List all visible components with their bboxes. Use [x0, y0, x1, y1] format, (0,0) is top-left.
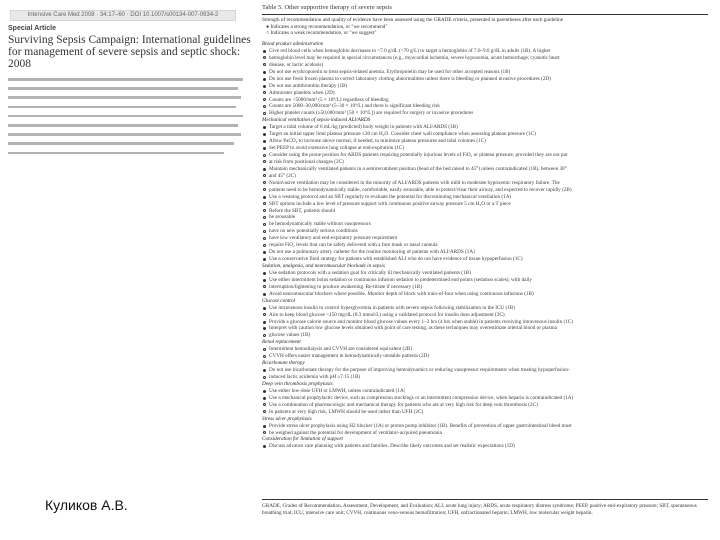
table-row-text: In patients at very high risk, LMWH should be used rather than UFH (2C)	[269, 408, 424, 415]
presenter-name: Куликов А.В.	[45, 497, 128, 513]
table-row	[262, 214, 708, 221]
weak-recommendation-icon	[263, 223, 266, 226]
table-section-heading: Blood product administration	[262, 41, 324, 47]
table-row-text: SBT options include a low level of pressure support with continuous positive airway pressure 5 cm H₂O or a T piece	[269, 200, 511, 207]
table-row	[262, 416, 708, 423]
section-label: Special Article	[8, 25, 56, 32]
weak-recommendation-icon	[263, 98, 266, 101]
weak-recommendation-icon	[263, 188, 266, 191]
table-row-text: Do not use erythropoietin to treat sepsis-related anemia. Erythropoietin may be used for other accepted reasons (1B)	[269, 68, 511, 75]
table-row	[262, 319, 708, 326]
strong-recommendation-icon	[263, 258, 266, 261]
table-row	[262, 41, 708, 48]
table-row	[262, 430, 708, 437]
table-row	[262, 187, 708, 194]
table-row-text: glucose values (1B)	[269, 332, 311, 339]
table-row	[262, 124, 708, 131]
strong-recommendation-icon	[263, 425, 266, 428]
table-page	[262, 0, 710, 540]
table-row-text: Consider using the prone position for ARDS patients requiring potentially injurious levels of FiO₂ or plateau pressure, provided they are not put	[269, 152, 568, 158]
table-row-text: have no new potentially serious conditions	[269, 228, 358, 235]
table-row	[262, 55, 708, 62]
strong-recommendation-icon	[263, 140, 266, 143]
table-row	[262, 110, 708, 117]
weak-recommendation-icon	[263, 202, 266, 205]
table-row-text: Discuss advance care planning with patients and families. Describe likely outcomes and set realistic expectations (1D)	[269, 443, 515, 450]
intro-line: Strength of recommendation and quality of evidence have been assessed using the GRADE criteria, presented in parentheses after each guideline	[262, 17, 564, 23]
table-row	[262, 76, 708, 83]
table-section-heading: Consideration for limitation of support	[262, 436, 343, 443]
strong-recommendation-icon	[263, 50, 266, 53]
author-line	[8, 78, 243, 81]
table-row-text: Use a conservative fluid strategy for patients with established ALI who do not have evidence of tissue hypoperfusion (1C)	[269, 256, 523, 263]
table-row-text: Use sedation protocols with a sedation goal for critically ill mechanically ventilated patients (1B)	[269, 269, 471, 276]
table-row	[262, 256, 708, 263]
table-row-text: Use intravenous insulin to control hyperglycemia in patients with severe sepsis following stabilization in the ICU (1B)	[269, 304, 515, 311]
table-row	[262, 48, 708, 55]
table-row-text: disease, or lactic acidosis)	[269, 61, 324, 68]
table-row	[262, 152, 708, 159]
table-row	[262, 312, 708, 319]
table-section-heading: Renal replacement	[262, 339, 301, 346]
strong-recommendation-icon	[263, 293, 266, 296]
weak-recommendation-icon	[263, 181, 266, 184]
author-line	[8, 124, 238, 127]
weak-recommendation-icon	[263, 174, 266, 177]
table-row	[262, 443, 708, 450]
author-line	[8, 106, 236, 109]
table-row	[262, 305, 708, 312]
article-title: Surviving Sepsis Campaign: International guidelines for management of severe sepsis and septic shock: 2008	[8, 34, 251, 70]
table-row	[262, 97, 708, 104]
weak-recommendation-icon	[263, 244, 266, 247]
table-row-text: Aim to keep blood glucose <150 mg/dL (8.3 mmol/L) using a validated protocol for insulin dose adjustment (2C)	[269, 311, 505, 318]
table-row-text: Counts are 5000–30,000/mm³ (5–30 × 10⁹/L) and there is significant bleeding risk	[269, 103, 440, 110]
table-row-text: Provide stress ulcer prophylaxis using H2 blocker (1A) or proton pump inhibitor (1B). Benefits of prevention of upper gastrointestinal bleed must	[269, 422, 572, 429]
table-row	[262, 436, 708, 443]
table-row	[262, 145, 708, 152]
table-body	[262, 41, 708, 450]
weak-recommendation-icon	[263, 348, 266, 351]
table-row-text: Noninvasive ventilation may be considered in the minority of ALI/ARDS patients with mild to moderate hypoxemic respiratory failure. The	[269, 179, 560, 186]
table-row-text: Give red blood cells when hemoglobin decreases to <7.0 g/dL (<70 g/L) to target a hemoglobin of 7.0–9.0 g/dL in adults (1B). A higher	[269, 47, 551, 54]
table-row	[262, 388, 708, 395]
author-line	[8, 133, 241, 136]
table-row	[262, 90, 708, 97]
weak-recommendation-icon	[263, 431, 266, 434]
table-row-text: Allow PaCO₂ to increase above normal, if needed, to minimize plateau pressures and tidal volumes (1C)	[269, 138, 486, 145]
weak-recommendation-icon	[263, 154, 266, 157]
table-row	[262, 325, 708, 332]
table-section-heading: Bicarbonate therapy	[262, 360, 305, 367]
table-row	[262, 201, 708, 208]
weak-recommendation-icon	[263, 237, 266, 240]
table-row-text: Use a combination of pharmacologic and mechanical therapy for patients who are at very high risk for deep vein thrombosis (2C)	[269, 401, 538, 408]
table-section-heading: Mechanical ventilation of sepsis-induced ALI/ARDS	[262, 117, 371, 124]
table-row-text: Do not use antithrombin therapy (1B)	[269, 82, 348, 89]
table-row-text: Counts are <5000/mm³ (5 × 10⁹/L) regardless of bleeding	[269, 96, 389, 103]
table-row-text: Use a mechanical prophylactic device, such as compression stockings or an intermittent compression device, when heparin is contraindicated (1A)	[269, 394, 574, 401]
table-row-text: have low ventilatory and end-expiratory pressure requirement	[269, 235, 398, 242]
intro-line: ● Indicates a strong recommendation, or "we recommend"	[266, 23, 388, 30]
table-row-text: Provide a glucose calorie source and monitor blood glucose values every 1–2 hrs (4 hrs when stable) in patients receiving intravenous insulin (1C)	[269, 318, 573, 325]
table-row	[262, 367, 708, 374]
author-line	[8, 142, 234, 145]
strong-recommendation-icon	[263, 307, 266, 310]
weak-recommendation-icon	[263, 209, 266, 212]
table-row	[262, 346, 708, 353]
table-row	[262, 103, 708, 110]
weak-recommendation-icon	[263, 355, 266, 358]
author-line	[8, 152, 224, 155]
table-top-rule	[262, 14, 708, 15]
weak-recommendation-icon	[263, 403, 266, 406]
table-row-text: be hemodynamically stable without vasopressors	[269, 221, 371, 228]
table-row-text: Administer platelets when (2D)	[269, 89, 335, 96]
table-row-text: Use either low-dose UFH or LMWH, unless contraindicated (1A)	[269, 387, 406, 394]
author-line	[8, 115, 243, 118]
strong-recommendation-icon	[263, 71, 266, 74]
weak-recommendation-icon	[263, 230, 266, 233]
weak-recommendation-icon	[263, 63, 266, 66]
table-row-text: require FiO₂ levels that can be safely delivered with a face mask or nasal cannula	[269, 242, 438, 249]
table-row	[262, 409, 708, 416]
table-row	[262, 221, 708, 228]
table-row	[262, 339, 708, 346]
weak-recommendation-icon	[263, 112, 266, 115]
table-row	[262, 402, 708, 409]
table-row	[262, 270, 708, 277]
table-row	[262, 381, 708, 388]
strong-recommendation-icon	[263, 397, 266, 400]
table-row-text: Set PEEP to avoid extensive lung collapse at end-expiration (1C)	[269, 145, 405, 152]
weak-recommendation-icon	[263, 56, 266, 59]
strong-recommendation-icon	[263, 196, 266, 199]
strong-recommendation-icon	[263, 78, 266, 81]
weak-recommendation-icon	[263, 410, 266, 413]
strong-recommendation-icon	[263, 369, 266, 372]
strong-recommendation-icon	[263, 272, 266, 275]
author-line	[8, 96, 241, 99]
strong-recommendation-icon	[263, 251, 266, 254]
table-row-text: Intermittent hemodialysis and CVVH are considered equivalent (2B)	[269, 346, 413, 353]
table-section-heading: Stress ulcer prophylaxis	[262, 415, 312, 422]
weak-recommendation-icon	[263, 313, 266, 316]
intro-line: ○ Indicates a weak recommendation, or "we suggest"	[266, 30, 377, 36]
author-list	[8, 78, 248, 161]
table-row	[262, 284, 708, 291]
table-bottom-rule	[262, 499, 708, 500]
table-row-text: at risk from positional changes (2C)	[269, 158, 344, 165]
table-row	[262, 83, 708, 90]
strong-recommendation-icon	[263, 279, 266, 282]
table-row-text: Maintain mechanically ventilated patients in a semirecumbent position (head of the bed raised to 45°) unless contraindicated (1B), between 30°	[269, 165, 567, 172]
strong-recommendation-icon	[263, 147, 266, 150]
strong-recommendation-icon	[263, 321, 266, 324]
table-row-text: Target an initial upper limit plateau pressure ≤30 cm H₂O. Consider chest wall compliance when assessing plateau pressure (1C)	[269, 131, 536, 138]
table-row	[262, 395, 708, 402]
table-row-text: Do not use bicarbonate therapy for the purpose of improving hemodynamics or reducing vasopressor requirements when treating hypoperfusion-	[269, 367, 570, 374]
table-section-heading: Sedation, analgesia, and neuromuscular blockade in sepsis	[262, 263, 385, 269]
table-row-text: and 45° (2C)	[269, 172, 296, 179]
table-row-text: hemoglobin level may be required in special circumstances (e.g., myocardial ischemia, severe hypoxemia, acute hemorrhage, cyanotic heart	[269, 54, 560, 61]
journal-meta-bar: Intensive Care Med 2008 · 34:17–60 · DOI 10.1007/s00134-007-0934-2	[10, 10, 236, 21]
weak-recommendation-icon	[263, 91, 266, 94]
table-row-text: Do not use fresh frozen plasma to correct laboratory clotting abnormalities unless there is bleeding or planned invasive procedures (2D)	[269, 75, 551, 82]
table-row	[262, 332, 708, 339]
table-row-text: induced lactic acidemia with pH ≥7.15 (1B)	[269, 374, 361, 380]
table-row-text: Use a weaning protocol and an SBT regularly to evaluate the potential for discontinuing mechanical ventilation (1A)	[269, 193, 512, 200]
table-row	[262, 360, 708, 367]
weak-recommendation-icon	[263, 334, 266, 337]
table-row-text: Higher platelet counts (≥50,000/mm³ [50 × 10⁹/L]) are required for surgery or invasive procedures	[269, 110, 474, 117]
table-row-text: Target a tidal volume of 6 mL/kg (predicted) body weight in patients with ALI/ARDS (1B)	[269, 124, 458, 131]
table-row	[262, 208, 708, 215]
table-row	[262, 228, 708, 235]
table-row	[262, 277, 708, 284]
table-row-text: Use either intermittent bolus sedation or continuous infusion sedation to predetermined end points (sedation scales), with daily	[269, 276, 532, 283]
table-row-text: Avoid neuromuscular blockers where possible. Monitor depth of block with train-of-four when using continuous infusions (1B)	[269, 290, 534, 297]
table-row-text: Interpret with caution low glucose levels obtained with point of care testing, as these techniques may overestimate arterial blood or plasma	[269, 325, 557, 332]
strong-recommendation-icon	[263, 390, 266, 393]
table-abbreviations: GRADE, Grades of Recommendation, Assessment, Development, and Evaluation; ALI, acute lung injury; ARDS, acute respiratory distress syndrome; PEEP, positive end-expiratory pressure; SBT, spontaneous breathing trial; ICU, intensive care unit; CVVH, continuous veno-venous hemofiltration; UFH, unfractionated heparin; LMWH, low molecular weight heparin.	[262, 503, 697, 516]
table-title: Table 5. Other supportive therapy of severe sepsis	[262, 4, 392, 11]
strong-recommendation-icon	[263, 168, 266, 171]
table-section-heading: Glucose control	[262, 297, 296, 304]
table-row	[262, 291, 708, 298]
weak-recommendation-icon	[263, 105, 266, 108]
table-row	[262, 423, 708, 430]
author-line	[8, 87, 238, 90]
table-intro	[262, 17, 708, 37]
table-row	[262, 235, 708, 242]
table-row-text: be weighed against the potential for development of ventilator-acquired pneumonia	[269, 429, 442, 436]
table-row-text: be arousable	[269, 214, 296, 221]
weak-recommendation-icon	[263, 285, 266, 288]
strong-recommendation-icon	[263, 445, 266, 448]
table-row	[262, 62, 708, 69]
table-row	[262, 249, 708, 256]
table-row-text: interruption/lightening to produce awakening. Re-titrate if necessary (1B)	[269, 283, 422, 290]
strong-recommendation-icon	[263, 85, 266, 88]
weak-recommendation-icon	[263, 160, 266, 163]
strong-recommendation-icon	[263, 133, 266, 136]
weak-recommendation-icon	[263, 376, 266, 379]
table-row-text: patients need to be hemodynamically stable, comfortable, easily arousable, able to protect/clear their airway, and expected to recover rapidly (2B)	[269, 186, 572, 193]
table-row	[262, 298, 708, 305]
table-row	[262, 194, 708, 201]
table-section-heading: Deep vein thrombosis prophylaxis	[262, 380, 333, 387]
table-row	[262, 180, 708, 187]
table-row	[262, 166, 708, 173]
strong-recommendation-icon	[263, 327, 266, 330]
table-row	[262, 131, 708, 138]
weak-recommendation-icon	[263, 216, 266, 219]
table-row-text: Before the SBT, patients should	[269, 207, 336, 214]
table-row	[262, 374, 708, 381]
table-row	[262, 69, 708, 76]
table-row	[262, 242, 708, 249]
strong-recommendation-icon	[263, 126, 266, 129]
table-row	[262, 117, 708, 124]
table-row-text: CVVH offers easier management in hemodynamically unstable patients (2D)	[269, 353, 430, 360]
table-row	[262, 173, 708, 180]
table-row	[262, 159, 708, 166]
table-row	[262, 138, 708, 145]
table-row	[262, 353, 708, 360]
table-row	[262, 263, 708, 270]
table-row-text: Do not use a pulmonary artery catheter for the routine monitoring of patients with ALI/ARDS (1A)	[269, 249, 475, 256]
